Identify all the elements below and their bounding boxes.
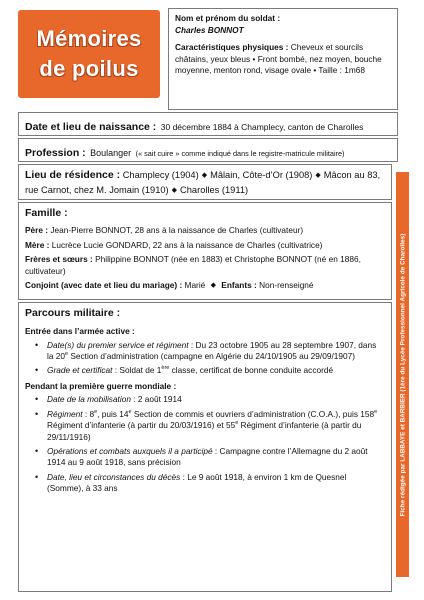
children-value: Non-renseigné — [259, 280, 314, 291]
mother-value: Lucrèce Lucie GONDARD, 22 ans à la naissance de Charles (cultivatrice) — [51, 239, 323, 250]
siblings-value: Philippine BONNOT (née en 1883) et Christophe BONNOT (né en 1886, cultivateur) — [25, 254, 361, 276]
war-item-2-label: Régiment — [47, 408, 83, 419]
profession-value: Boulanger — [90, 148, 132, 158]
list-item: • Opérations et combats auxquels il a participé : Campagne contre l’Allemagne du 2 août 1914 au 9 août 1918, sans précision — [25, 446, 385, 469]
list-item: • Date, lieu et circonstances du décès : Le 9 août 1918, à environ 1 km de Quesnel (Somme), à 33 ans — [25, 472, 385, 495]
active-item-1-label: Date(s) du premier service et régiment — [47, 339, 189, 350]
family-title: Famille : — [25, 207, 68, 219]
title-line-1: Mémoires — [36, 26, 142, 51]
spouse-label: Conjoint (avec date et lieu du mariage) : — [25, 280, 183, 291]
military-box — [18, 302, 392, 592]
profession-label: Profession : — [25, 147, 86, 159]
father-label: Père : — [25, 225, 49, 235]
war-item-4-label: Date, lieu et circonstances du décès — [47, 471, 181, 482]
father-row — [25, 225, 385, 237]
author-credit: Fiche rédigée par LABBAYE et BARBIER (1ère du Lycée Professionnel Agricole de Charolles) — [399, 233, 406, 516]
active-title: Entrée dans l’armée active : — [25, 326, 135, 336]
active-item-2-label: Grade et certificat — [47, 365, 113, 376]
list-item: • Date(s) du premier service et régiment : Du 23 octobre 1905 au 28 septembre 1907, dans la 20e Section d’administration (campagne en Algérie du 24/10/1905 au 29/09/1907) — [25, 340, 385, 363]
residence-place-2: Mâlain, Côte-d’Or (1908) — [210, 170, 313, 180]
active-item-2-value: Soldat de 1ère classe, certificat de bonne conduite accordé — [119, 365, 334, 376]
active-list — [25, 340, 385, 377]
profession-box — [18, 138, 398, 162]
name-label: Nom et prénom du soldat : — [175, 13, 281, 23]
residence-place-1: Champlecy (1904) — [122, 170, 199, 180]
siblings-row — [25, 254, 385, 277]
title-line-2: de poilus — [39, 56, 139, 81]
active-item-1-value: Du 23 octobre 1905 au 28 septembre 1907, dans la 20e Section d’administration (campagne en Algérie du 24/10/1905 au 29/09/1907) — [47, 339, 377, 361]
war-item-2-value: 8e, puis 14e Section de commis et ouvriers d’administration (C.O.A.), puis 158e Régiment d’infanterie (à partir du 20/03/1916) et 55e Régiment d’infanterie (à partir du 29/11/1916) — [47, 408, 378, 442]
residence-box — [18, 164, 392, 200]
war-title: Pendant la première guerre mondiale : — [25, 380, 177, 391]
title-badge — [18, 10, 160, 98]
war-item-1-label: Date de la mobilisation — [47, 394, 131, 405]
mother-row — [25, 240, 385, 252]
list-item: • Grade et certificat : Soldat de 1ère classe, certificat de bonne conduite accordé — [25, 365, 385, 376]
children-label: Enfants : — [221, 280, 257, 291]
list-item: • Date de la mobilisation : 2 août 1914 — [25, 394, 385, 405]
war-list — [25, 394, 385, 494]
war-item-4-value: Le 9 août 1918, à environ 1 km de Quesnel (Somme), à 33 ans — [47, 471, 347, 494]
mother-label: Mère : — [25, 239, 50, 250]
spouse-row — [25, 280, 385, 292]
soldier-identity-box — [168, 8, 398, 110]
diamond-icon: ◆ — [315, 172, 321, 179]
war-item-3-value: Campagne contre l’Allemagne du 2 août 1914 au 9 août 1918, sans précision — [47, 446, 368, 468]
residence-place-4: Charolles (1911) — [180, 185, 249, 195]
spouse-value: Marié — [184, 280, 206, 291]
father-value: Jean-Pierre BONNOT, 28 ans à la naissance de Charles (cultivateur) — [50, 225, 304, 235]
diamond-icon: ◆ — [210, 282, 216, 290]
physical-block — [175, 42, 391, 77]
war-item-1-value: 2 août 1914 — [137, 394, 182, 405]
author-sidebar — [396, 172, 409, 577]
list-item: • Régiment : 8e, puis 14e Section de commis et ouvriers d’administration (C.O.A.), puis 158e Régiment d’infanterie (à partir du 20/03/1916) et 55e Régiment d’infanterie (à partir du 29/11/1916) — [25, 409, 385, 443]
name-value: Charles BONNOT — [175, 24, 244, 35]
family-box — [18, 202, 392, 300]
military-title: Parcours militaire : — [25, 307, 121, 319]
birth-value: 30 décembre 1884 à Champlecy, canton de Charolles — [160, 122, 364, 132]
residence-text — [25, 168, 385, 198]
residence-label: Lieu de résidence : — [25, 169, 121, 181]
physical-value: Cheveux et sourcils châtains, yeux bleus • Front bombé, nez moyen, bouche moyenne, menton rond, visage ovale • Taille : 1m68 — [175, 42, 382, 76]
war-item-3-label: Opérations et combats auxquels il a participé — [47, 446, 213, 457]
birth-box — [18, 112, 398, 136]
profession-note: (« sait cuire » comme indiqué dans le registre-matricule militaire) — [135, 149, 345, 158]
birth-label: Date et lieu de naissance : — [25, 121, 157, 133]
diamond-icon: ◆ — [171, 187, 178, 194]
diamond-icon: ◆ — [201, 172, 208, 179]
physical-label: Caractéristiques physiques : — [175, 42, 289, 53]
residence-place-3: Mâcon au 83, rue Carnot, chez M. Jomain (1910) — [25, 170, 381, 195]
siblings-label: Frères et sœurs : — [25, 254, 93, 265]
